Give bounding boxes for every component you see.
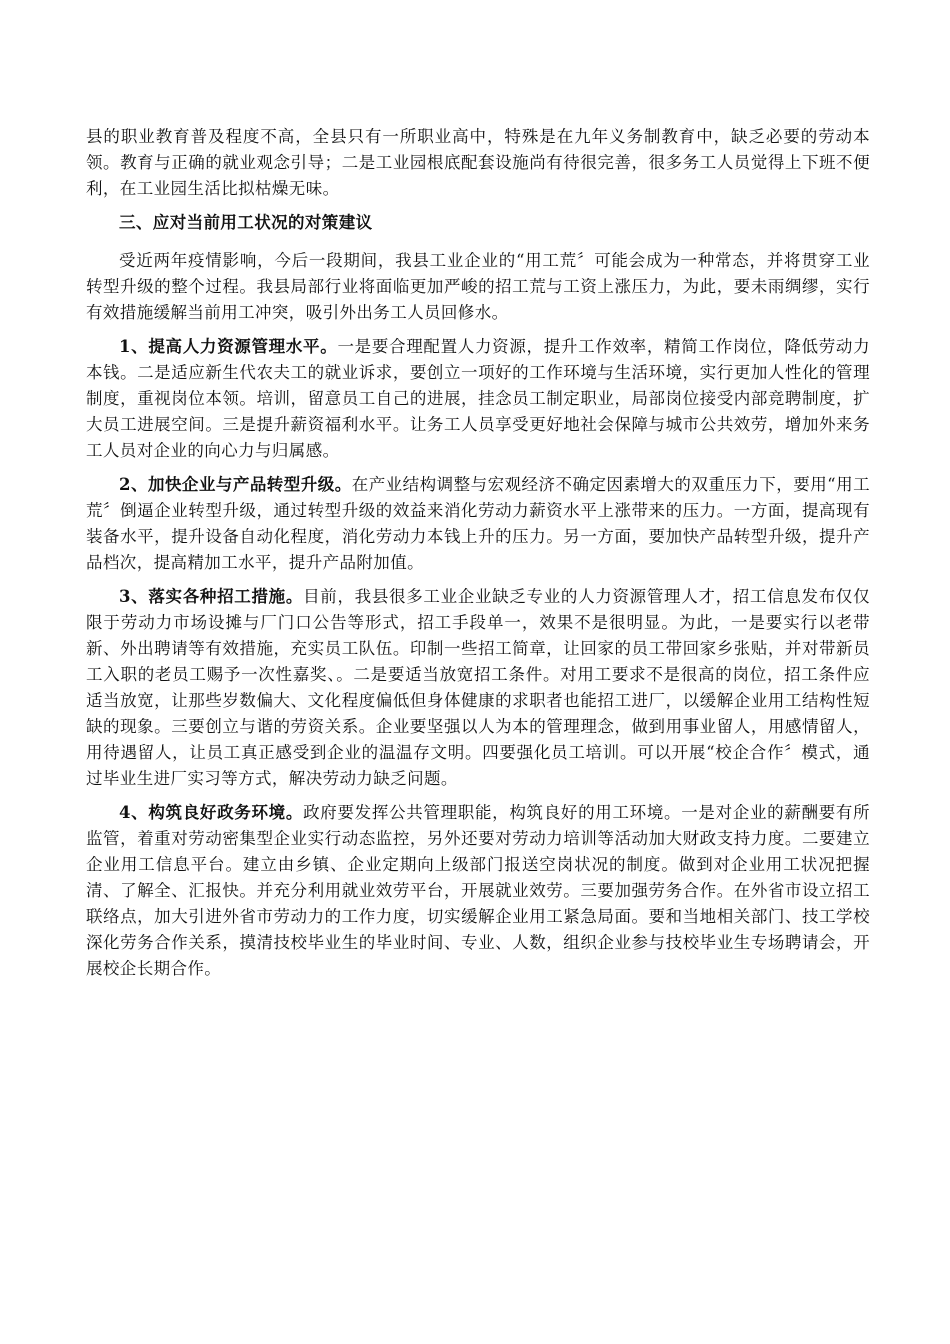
item-3-title: 3、落实各种招工措施。 <box>119 587 304 606</box>
document-body <box>86 124 870 990</box>
item-4-body: 政府要发挥公共管理职能，构筑良好的用工环境。一是对企业的薪酬要有所监管，着重对劳动密集型企业实行动态监控，另外还要对劳动力培训等活动加大财政支持力度。二要建立企业用工信息平台。建立由乡镇、企业定期向上级部门报送空岗状况的制度。做到对企业用工状况把握清、了解全、汇报快。并充分利用就业效劳平台，开展就业效劳。三要加强劳务合作。在外省市设立招工联络点，加大引进外省市劳动力的工作力度，切实缓解企业用工紧急局面。要和当地相关部门、技工学校深化劳务合作关系，摸清技校毕业生的毕业时间、专业、人数，组织企业参与技校毕业生专场聘请会，开展校企长期合作。 <box>86 803 870 978</box>
item-2-paragraph <box>86 472 870 576</box>
item-1-title: 1、提高人力资源管理水平。 <box>119 337 338 356</box>
item-2-body: 在产业结构调整与宏观经济不确定因素增大的双重压力下，要用“用工荒〞倒逼企业转型升级，通过转型升级的效益来消化劳动力薪资水平上涨带来的压力。一方面，提高现有装备水平，提升设备自动化程度，消化劳动力本钱上升的压力。另一方面，要加快产品转型升级，提升产品档次，提高精加工水平，提升产品附加值。 <box>86 475 870 572</box>
item-4-title: 4、构筑良好政务环境。 <box>119 803 304 822</box>
item-2-title: 2、加快企业与产品转型升级。 <box>119 475 352 494</box>
section-heading: 三、应对当前用工状况的对策建议 <box>119 213 373 232</box>
intro-paragraph: 县的职业教育普及程度不高，全县只有一所职业高中，特殊是在九年义务制教育中，缺乏必要的劳动本领。教育与正确的就业观念引导；二是工业园根底配套设施尚有待很完善，很多务工人员觉得上下班不便利，在工业园生活比拟枯燥无味。 <box>86 127 870 198</box>
item-1-body: 一是要合理配置人力资源，提升工作效率，精简工作岗位，降低劳动力本钱。二是适应新生代农夫工的就业诉求，要创立一项好的工作环境与生活环境，实行更加人性化的管理制度，重视岗位本领。培训，留意员工自己的进展，挂念员工制定职业，局部岗位接受内部竞聘制度，扩大员工进展空间。三是提升薪资福利水平。让务工人员享受更好地社会保障与城市公共效劳，增加外来务工人员对企业的向心力与归属感。 <box>86 337 870 460</box>
item-4-paragraph <box>86 800 870 982</box>
item-3-body: 目前，我县很多工业企业缺乏专业的人力资源管理人才，招工信息发布仅仅限于劳动力市场设摊与厂门口公告等形式，招工手段单一，效果不是很明显。为此，一是要实行以老带新、外出聘请等有效措施，充实员工队伍。印制一些招工简章，让回家的员工带回家乡张贴，并对带新员工入职的老员工赐予一次性嘉奖、。二是要适当放宽招工条件。对用工要求不是很高的岗位，招工条件应适当放宽，让那些岁数偏大、文化程度偏低但身体健康的求职者也能招工进厂，以缓解企业用工结构性短缺的现象。三要创立与谐的劳资关系。企业要坚强以人为本的管理理念，做到用事业留人，用感情留人，用待遇留人，让员工真正感受到企业的温温存文明。四要强化员工培训。可以开展“校企合作〞模式，通过毕业生进厂实习等方式，解决劳动力缺乏问题。 <box>86 587 870 788</box>
section-intro-paragraph: 受近两年疫情影响，今后一段期间，我县工业企业的“用工荒〞可能会成为一种常态，并将贯穿工业转型升级的整个过程。我县局部行业将面临更加严峻的招工荒与工资上涨压力，为此，要未雨绸缪，实行有效措施缓解当前用工冲突，吸引外出务工人员回修水。 <box>86 251 870 322</box>
item-1-paragraph <box>86 334 870 464</box>
item-3-paragraph <box>86 584 870 792</box>
